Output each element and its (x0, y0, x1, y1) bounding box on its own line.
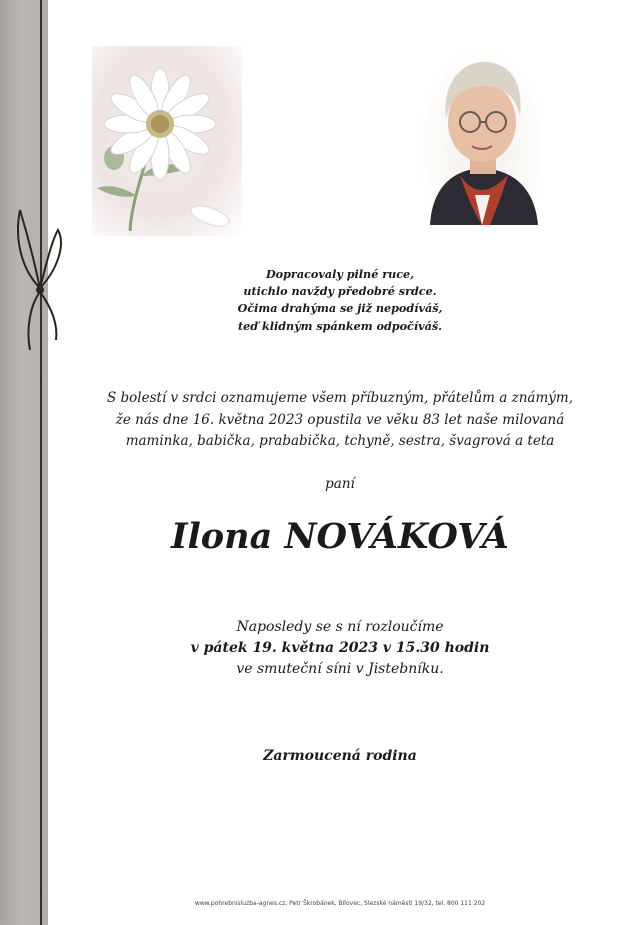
farewell-location: ve smuteční síni v Jistebníku. (236, 661, 444, 677)
announcement-line: že nás dne 16. května 2023 opustila ve věku 83 let naše milovaná (115, 411, 565, 428)
daisy-icon (92, 46, 242, 236)
announcement-line: maminka, babička, prababička, tchyně, sestra, švagrová a teta (125, 433, 555, 449)
farewell-line: Naposledy se s ní rozloučíme (236, 619, 444, 635)
footer-contact: www.pohrebnisluzba-agnes.cz, Petr Škrobánek, Bílovec, Slezské náměstí 19/32, tel. 800 111 202 (194, 900, 486, 907)
family-signature: Zarmoucená rodina (263, 748, 417, 764)
farewell-details (60, 617, 620, 680)
deceased-name: Ilona NOVÁKOVÁ (171, 516, 509, 557)
portrait-photo (420, 50, 545, 225)
daisy-flower-image (92, 46, 242, 236)
announcement-line: S bolestí v srdci oznamujeme všem příbuzným, přátelům a známým, (106, 390, 573, 406)
poem-line: Dopracovaly pilné ruce, (265, 267, 415, 281)
poem-line: teď klidným spánkem odpočíváš. (237, 318, 443, 333)
farewell-date: v pátek 19. května 2023 v 15.30 hodin (190, 640, 490, 656)
death-announcement (60, 388, 620, 453)
title-word: paní (325, 476, 355, 492)
memorial-poem (60, 266, 620, 335)
poem-line: Očima drahýma se již nepodíváš, (237, 301, 443, 316)
portrait-icon (420, 50, 545, 225)
poem-line: utichlo navždy předobré srdce. (243, 284, 437, 299)
side-strip-line (40, 0, 42, 925)
